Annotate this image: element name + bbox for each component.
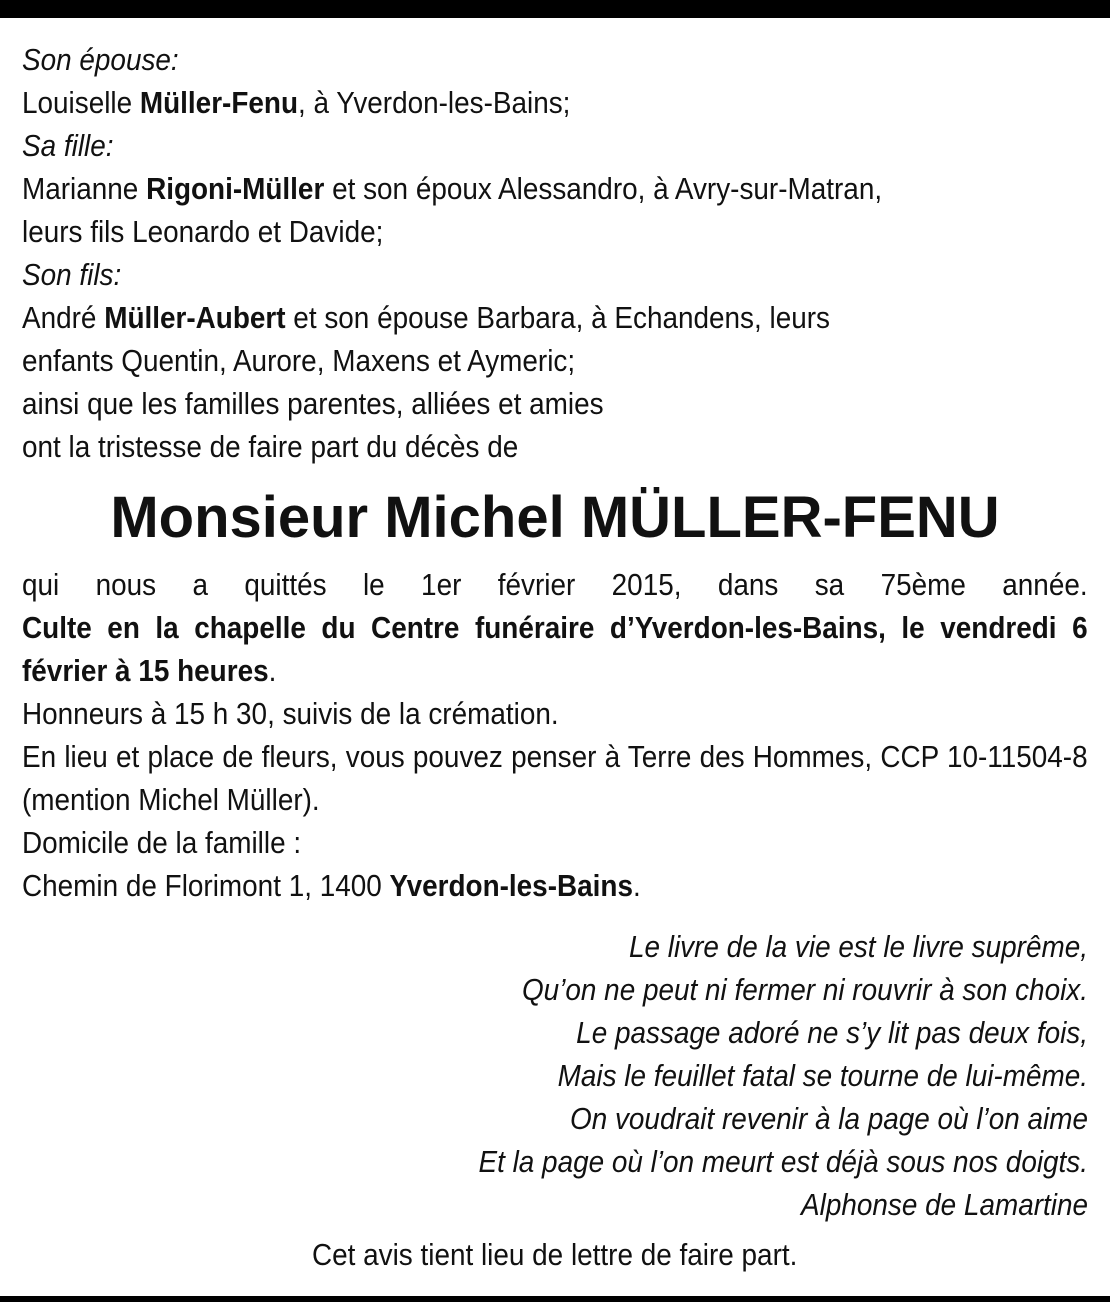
poem-line: Qu’on ne peut ni fermer ni rouvrir à son choix. [521, 972, 1088, 1007]
honors-line: Honneurs à 15 h 30, suivis de la crémation. [22, 696, 559, 731]
top-border-rule [0, 0, 1110, 18]
poem-line: Le livre de la vie est le livre suprême, [628, 929, 1088, 964]
spouse-line: Louiselle Müller-Fenu, à Yverdon-les-Bains; [22, 85, 571, 120]
domicile-label: Domicile de la famille : [22, 825, 302, 860]
closing-line-1: ainsi que les familles parentes, alliées et amies [22, 386, 604, 421]
poem [88, 925, 1088, 1226]
daughter-heading: Sa fille: [22, 128, 114, 163]
son-heading: Son fils: [22, 257, 122, 292]
deceased-name: Monsieur Michel MÜLLER-FENU [110, 485, 1000, 550]
daughter-name: Rigoni-Müller [146, 171, 325, 206]
daughter-line-2: leurs fils Leonardo et Davide; [22, 214, 384, 249]
poem-line: Et la page où l’on meurt est déjà sous nos doigts. [478, 1144, 1089, 1179]
bottom-border-rule [0, 1296, 1110, 1302]
son-line-2: enfants Quentin, Aurore, Maxens et Aymeric; [22, 343, 576, 378]
address-city: Yverdon-les-Bains [389, 868, 633, 903]
closing-line-2: ont la tristesse de faire part du décès de [22, 429, 519, 464]
daughter-line: Marianne Rigoni-Müller et son époux Alessandro, à Avry-sur-Matran, [22, 171, 883, 206]
passing-line: qui nous a quittés le 1er février 2015, dans sa 75ème année. [22, 567, 1088, 602]
son-line: André Müller-Aubert et son épouse Barbara, à Echandens, leurs [22, 300, 830, 335]
spouse-heading: Son épouse: [22, 42, 179, 77]
family-section [22, 38, 1088, 468]
footer-note: Cet avis tient lieu de lettre de faire part. [312, 1237, 798, 1272]
poem-line: Le passage adoré ne s’y lit pas deux fois, [576, 1015, 1088, 1050]
poem-line: Mais le feuillet fatal se tourne de lui-même. [557, 1058, 1088, 1093]
details-section [22, 563, 1088, 907]
poem-author: Alphonse de Lamartine [801, 1187, 1088, 1222]
spouse-name: Müller-Fenu [139, 85, 298, 120]
service-info: Culte en la chapelle du Centre funéraire d’Yverdon-les-Bains, le vendredi 6 février à 15 heures. [22, 610, 1088, 688]
flowers-info: En lieu et place de fleurs, vous pouvez penser à Terre des Hommes, CCP 10-11504-8 (mention Michel Müller). [22, 739, 1088, 817]
son-name: Müller-Aubert [104, 300, 286, 335]
poem-line: On voudrait revenir à la page où l’on aime [569, 1101, 1088, 1136]
address-line: Chemin de Florimont 1, 1400 Yverdon-les-Bains. [22, 868, 641, 903]
